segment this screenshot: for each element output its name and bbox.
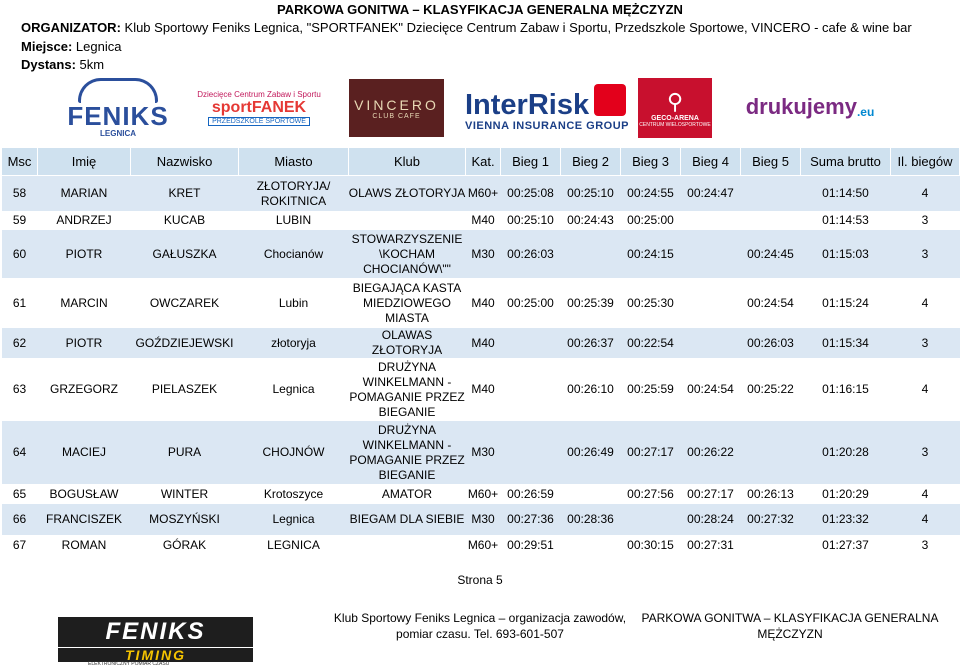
cell-klub [349,212,466,230]
vincero-logo: VINCERO CLUB CAFE [349,79,444,137]
cell-b3: 00:22:54 [621,328,681,359]
cell-msc: 59 [2,212,38,230]
cell-il: 3 [891,212,960,230]
cell-miasto: LEGNICA [239,536,349,555]
table-row [2,176,960,212]
table-row [2,485,960,504]
cell-imie: ROMAN [38,536,131,555]
cell-b1: 00:25:08 [501,176,561,212]
col-bieg4: Bieg 4 [681,148,741,176]
cell-imie: PIOTR [38,230,131,279]
cell-kat: M60+ [466,485,501,504]
cell-b4 [681,279,741,328]
cell-nazwisko: GAŁUSZKA [131,230,239,279]
cell-imie: PIOTR [38,328,131,359]
table-row [2,536,960,555]
cell-nazwisko: PURA [131,421,239,485]
cell-kat: M30 [466,421,501,485]
cell-miasto: złotoryja [239,328,349,359]
cell-msc: 63 [2,359,38,421]
cell-nazwisko: GÓRAK [131,536,239,555]
cell-b1: 00:25:00 [501,279,561,328]
cell-msc: 62 [2,328,38,359]
cell-klub: DRUŻYNA WINKELMANN - POMAGANIE PRZEZ BIEGANIE [349,421,466,485]
drukujemy-logo: drukujemy .eu [745,94,875,119]
cell-b2: 00:26:10 [561,359,621,421]
cell-klub: BIEGAJĄCA KASTA MIEDZIOWEGO MIASTA [349,279,466,328]
cell-b4: 00:28:24 [681,504,741,536]
distance-line [21,57,104,72]
cell-imie: MARCIN [38,279,131,328]
distance-value: 5km [75,57,105,72]
table-row [2,359,960,421]
cell-klub: BIEGAM DLA SIEBIE [349,504,466,536]
cell-miasto: Krotoszyce [239,485,349,504]
cell-b5: 00:25:22 [741,359,801,421]
cell-b5 [741,536,801,555]
cell-kat: M40 [466,328,501,359]
cell-b4: 00:26:22 [681,421,741,485]
cell-b2: 00:28:36 [561,504,621,536]
cell-suma: 01:14:50 [801,176,891,212]
cell-suma: 01:15:03 [801,230,891,279]
cell-b1: 00:29:51 [501,536,561,555]
cell-suma: 01:14:53 [801,212,891,230]
interrisk-mark-icon [594,84,626,116]
cell-b5 [741,212,801,230]
cell-klub [349,536,466,555]
cell-b1 [501,359,561,421]
cell-suma: 01:20:28 [801,421,891,485]
cell-kat: M40 [466,212,501,230]
cell-b4 [681,328,741,359]
col-suma: Suma brutto [801,148,891,176]
cell-b5 [741,176,801,212]
cell-kat: M40 [466,279,501,328]
cell-miasto: Legnica [239,359,349,421]
col-bieg5: Bieg 5 [741,148,801,176]
cell-nazwisko: WINTER [131,485,239,504]
cell-b2: 00:26:37 [561,328,621,359]
cell-b5: 00:26:13 [741,485,801,504]
cell-il: 3 [891,421,960,485]
cell-b4: 00:27:17 [681,485,741,504]
cell-b3: 00:25:30 [621,279,681,328]
cell-miasto: Chocianów [239,230,349,279]
cell-msc: 64 [2,421,38,485]
sponsor-logos [0,76,960,142]
cell-b3: 00:25:59 [621,359,681,421]
col-bieg1: Bieg 1 [501,148,561,176]
cell-il: 3 [891,536,960,555]
header-row [2,148,960,176]
cell-klub: DRUŻYNA WINKELMANN - POMAGANIE PRZEZ BIEGANIE [349,359,465,419]
cell-klub: STOWARZYSZENIE \KOCHAM CHOCIANÓW\"" [349,230,466,279]
cell-il: 4 [891,176,960,212]
cell-msc: 58 [2,176,38,212]
cell-klub: OLAWS ZŁOTORYJA [349,176,466,212]
cell-miasto: Legnica [239,504,349,536]
table-row [2,212,960,230]
col-msc: Msc [2,148,38,176]
cell-suma: 01:15:24 [801,279,891,328]
cell-imie: GRZEGORZ [38,359,131,421]
organizer-value: Klub Sportowy Feniks Legnica, "SPORTFANEK" Dziecięce Centrum Zabaw i Sportu, Przedszkole Sportowe, VINCERO - cafe & wine bar [120,20,912,35]
cell-il: 3 [891,328,960,359]
cell-b1: 00:26:03 [501,230,561,279]
col-il-biegow: Il. biegów [891,148,960,176]
cell-b2: 00:25:39 [561,279,621,328]
cell-b1 [501,328,561,359]
cell-nazwisko: KUCAB [131,212,239,230]
table-row [2,279,960,328]
cell-b2: 00:24:43 [561,212,621,230]
cell-miasto: CHOJNÓW [239,421,349,485]
table-row [2,421,960,485]
col-nazwisko: Nazwisko [131,148,239,176]
cell-b4 [681,212,741,230]
col-imie: Imię [38,148,131,176]
cell-suma: 01:20:29 [801,485,891,504]
cell-b5: 00:24:54 [741,279,801,328]
cell-imie: BOGUSŁAW [38,485,131,504]
cell-miasto: LUBIN [239,212,349,230]
place-label: Miejsce: [21,39,73,54]
cell-nazwisko: OWCZAREK [131,279,239,328]
table-row [2,328,960,359]
cell-b2: 00:25:10 [561,176,621,212]
cell-b1 [501,421,561,485]
organizer-line [21,20,912,35]
cell-miasto: Lubin [239,279,349,328]
cell-b4: 00:24:47 [681,176,741,212]
cell-b3: 00:27:56 [621,485,681,504]
cell-b2 [561,536,621,555]
col-bieg3: Bieg 3 [621,148,681,176]
cell-b1: 00:27:36 [501,504,561,536]
sportfanek-logo: Dziecięce Centrum Zabaw i Sportu sportFANEK PRZEDSZKOLE SPORTOWE [197,90,321,125]
cell-b1: 00:26:59 [501,485,561,504]
cell-miasto: ZŁOTORYJA/ ROKITNICA [239,176,349,212]
cell-nazwisko: MOSZYŃSKI [131,504,239,536]
cell-kat: M60+ [466,176,501,212]
organizer-label: ORGANIZATOR: [21,20,121,35]
cell-b2 [561,230,621,279]
feniks-logo: FENIKS LEGNICA [70,78,166,138]
cell-b3: 00:27:17 [621,421,681,485]
page-number: Strona 5 [457,573,503,587]
cell-imie: ANDRZEJ [38,212,131,230]
cell-il: 3 [891,230,960,279]
cell-imie: MACIEJ [38,421,131,485]
cell-il: 4 [891,359,960,421]
cell-b4: 00:27:31 [681,536,741,555]
cell-il: 4 [891,279,960,328]
cell-suma: 01:15:34 [801,328,891,359]
place-line [21,39,121,54]
cell-kat: M40 [466,359,501,421]
cell-suma: 01:23:32 [801,504,891,536]
cell-b3: 00:24:15 [621,230,681,279]
cell-b3 [621,504,681,536]
cell-b3: 00:24:55 [621,176,681,212]
footer-organizer: Klub Sportowy Feniks Legnica – organizacja zawodów, pomiar czasu. Tel. 693-601-507 [333,611,627,641]
cell-klub: AMATOR [349,485,466,504]
cell-nazwisko: GOŹDZIEJEWSKI [131,328,239,359]
page-title: PARKOWA GONITWA – KLASYFIKACJA GENERALNA MĘŻCZYZN [277,2,683,17]
col-bieg2: Bieg 2 [561,148,621,176]
cell-il: 4 [891,504,960,536]
cell-msc: 67 [2,536,38,555]
cell-suma: 01:16:15 [801,359,891,421]
phoenix-icon [78,78,158,103]
cell-b5: 00:24:45 [741,230,801,279]
place-value: Legnica [72,39,122,54]
cell-b2: 00:26:49 [561,421,621,485]
cell-b4: 00:24:54 [681,359,741,421]
cell-nazwisko: PIELASZEK [131,359,239,421]
cell-msc: 61 [2,279,38,328]
geco-arena-logo: ⚲ GECO-ARENA CENTRUM WIELOSPORTOWE [638,78,712,138]
cell-kat: M30 [466,230,501,279]
cell-b1: 00:25:10 [501,212,561,230]
cell-b5 [741,421,801,485]
cell-imie: FRANCISZEK [38,504,131,536]
cell-b5: 00:26:03 [741,328,801,359]
col-miasto: Miasto [239,148,349,176]
cell-klub: OLAWAS ZŁOTORYJA [349,328,466,359]
interrisk-logo: InterRisk VIENNA INSURANCE GROUP [465,84,630,138]
cell-b4 [681,230,741,279]
cell-msc: 60 [2,230,38,279]
cell-imie: MARIAN [38,176,131,212]
table-row [2,230,960,279]
cell-b5: 00:27:32 [741,504,801,536]
cell-kat: M30 [466,504,501,536]
cell-kat: M60+ [466,536,501,555]
results-table [1,147,960,555]
cell-b3: 00:25:00 [621,212,681,230]
cell-b3: 00:30:15 [621,536,681,555]
figure-icon: ⚲ [666,88,684,114]
cell-il: 4 [891,485,960,504]
table-row [2,504,960,536]
feniks-timing-logo: FENIKS TIMING ELEKTRONICZNY POMIAR CZASU [58,617,253,663]
cell-msc: 66 [2,504,38,536]
cell-suma: 01:27:37 [801,536,891,555]
cell-msc: 65 [2,485,38,504]
col-kat: Kat. [466,148,501,176]
col-klub: Klub [349,148,466,176]
footer-title: PARKOWA GONITWA – KLASYFIKACJA GENERALNA MĘŻCZYZN [641,611,939,641]
distance-label: Dystans: [21,57,76,72]
cell-nazwisko: KRET [131,176,239,212]
cell-b2 [561,485,621,504]
